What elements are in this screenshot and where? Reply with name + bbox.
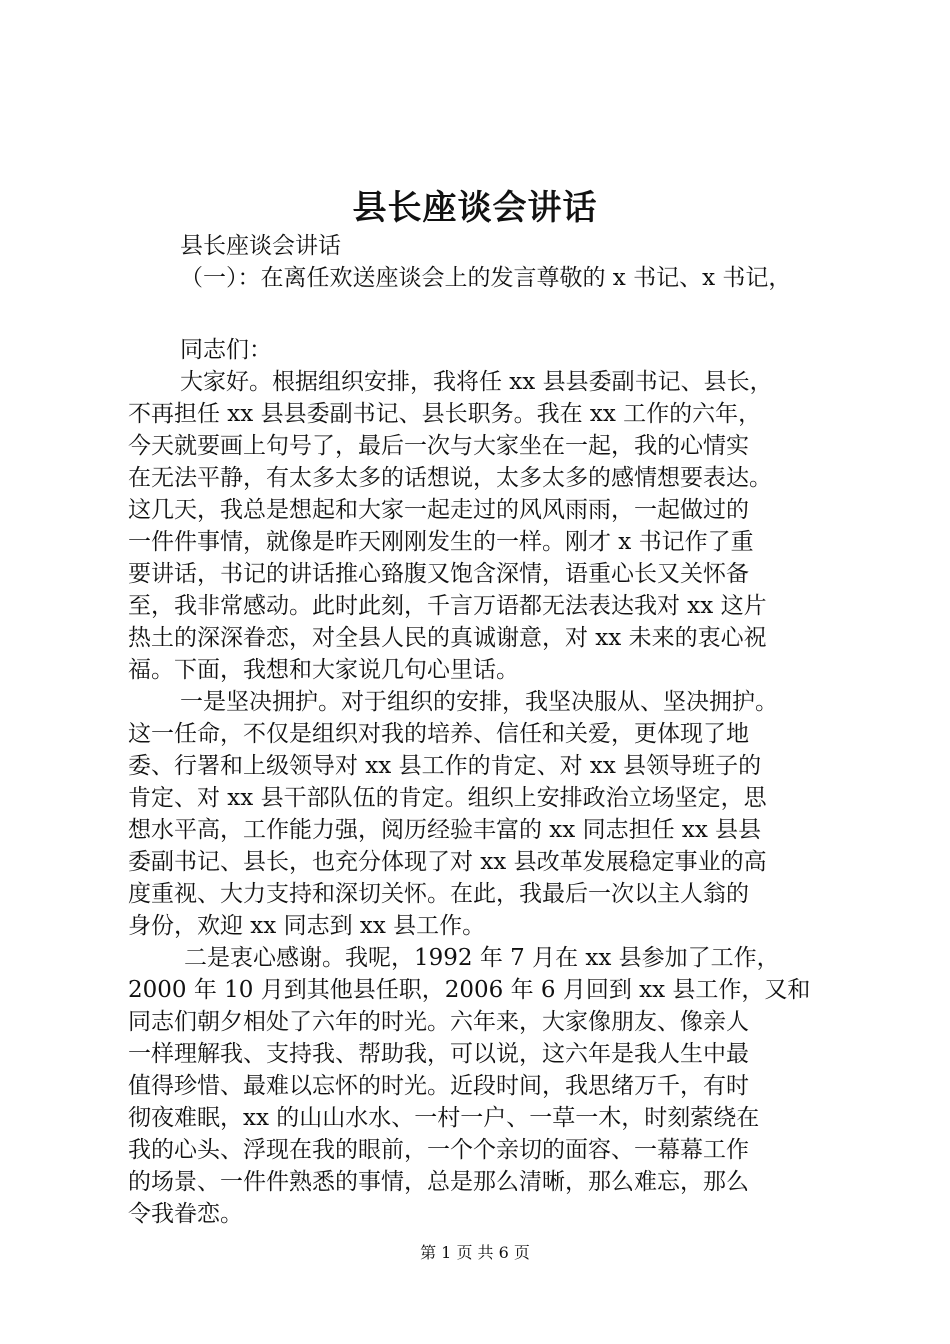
paragraph-line: 我的心头、浮现在我的眼前，一个个亲切的面容、一幕幕工作	[128, 1137, 749, 1163]
paragraph-line: 不再担任 xx 县县委副书记、县长职务。我在 xx 工作的六年，	[128, 401, 762, 427]
paragraph-line: 想水平高，工作能力强，阅历经验丰富的 xx 同志担任 xx 县县	[128, 817, 762, 843]
paragraph-line: 身份，欢迎 xx 同志到 xx 县工作。	[128, 913, 486, 939]
document-body	[128, 230, 840, 1230]
paragraph-line: 热土的深深眷恋，对全县人民的真诚谢意，对 xx 未来的衷心祝	[128, 625, 767, 651]
paragraph-line: 一件件事情，就像是昨天刚刚发生的一样。刚才 x 书记作了重	[128, 529, 754, 555]
paragraph-line: 二是衷心感谢。我呢，1992 年 7 月在 xx 县参加了工作，	[184, 945, 780, 971]
paragraph-line: 这一任命，不仅是组织对我的培养、信任和关爱，更体现了地	[128, 721, 749, 747]
paragraph-line: 的场景、一件件熟悉的事情，总是那么清晰，那么难忘，那么	[128, 1169, 749, 1195]
salutation-line: 同志们：	[180, 337, 272, 363]
paragraph-line: 肯定、对 xx 县干部队伍的肯定。组织上安排政治立场坚定，思	[128, 785, 767, 811]
paragraph-line: 福。下面，我想和大家说几句心里话。	[128, 657, 519, 683]
paragraph-line: 这几天，我总是想起和大家一起走过的风风雨雨，一起做过的	[128, 497, 749, 523]
blank-spacer	[128, 294, 840, 334]
subtitle-line: 县长座谈会讲话	[180, 233, 341, 259]
paragraph-line: 同志们朝夕相处了六年的时光。六年来，大家像朋友、像亲人	[128, 1009, 749, 1035]
paragraph-line: 至，我非常感动。此时此刻，千言万语都无法表达我对 xx 这片	[128, 593, 767, 619]
paragraph-line: 值得珍惜、最难以忘怀的时光。近段时间，我思绪万千，有时	[128, 1073, 749, 1099]
paragraph-line: 今天就要画上句号了，最后一次与大家坐在一起，我的心情实	[128, 433, 749, 459]
paragraph-line: 委副书记、县长，也充分体现了对 xx 县改革发展稳定事业的高	[128, 849, 767, 875]
paragraph-line: 一样理解我、支持我、帮助我，可以说，这六年是我人生中最	[128, 1041, 749, 1067]
paragraph-line: 彻夜难眠，xx 的山山水水、一村一户、一草一木，时刻萦绕在	[128, 1105, 760, 1131]
paragraph-line: 一是坚决拥护。对于组织的安排，我坚决服从、坚决拥护。	[180, 689, 778, 715]
paragraph-line: （一）：在离任欢送座谈会上的发言尊敬的 x 书记、x 书记，	[180, 265, 792, 291]
paragraph-line: 要讲话，书记的讲话推心臵腹又饱含深情，语重心长又关怀备	[128, 561, 749, 587]
paragraph-line: 委、行署和上级领导对 xx 县工作的肯定、对 xx 县领导班子的	[128, 753, 762, 779]
paragraph-line: 2000 年 10 月到其他县任职，2006 年 6 月回到 xx 县工作，又和	[128, 977, 811, 1003]
paragraph-line: 度重视、大力支持和深切关怀。在此，我最后一次以主人翁的	[128, 881, 749, 907]
page-footer: 第 1 页 共 6 页	[420, 1243, 530, 1262]
paragraph-line: 大家好。根据组织安排，我将任 xx 县县委副书记、县长，	[180, 369, 773, 395]
paragraph-line: 令我眷恋。	[128, 1201, 243, 1227]
paragraph-line: 在无法平静，有太多太多的话想说，太多太多的感情想要表达。	[128, 465, 772, 491]
document-title: 县长座谈会讲话	[352, 188, 598, 228]
